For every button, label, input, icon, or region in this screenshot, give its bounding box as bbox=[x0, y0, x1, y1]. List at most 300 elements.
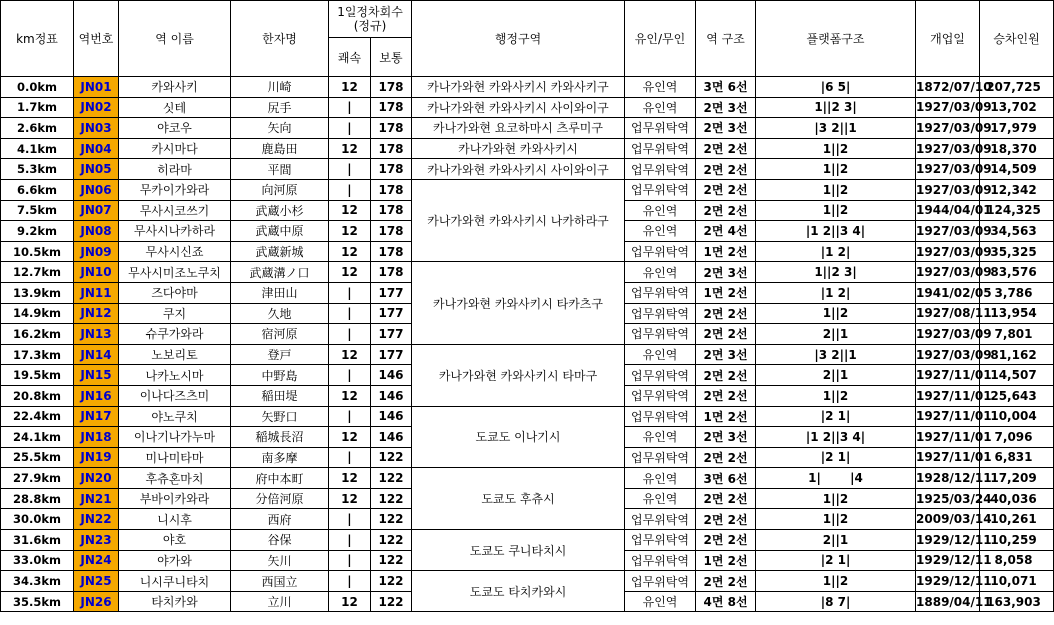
table-row bbox=[1, 118, 1054, 139]
local-stops: 122 bbox=[371, 550, 412, 571]
station-name: 나카노시마 bbox=[119, 365, 231, 386]
station-code: JN07 bbox=[74, 200, 119, 221]
daily-riders: 124,325 bbox=[980, 200, 1054, 221]
station-code: JN24 bbox=[74, 550, 119, 571]
platform-layout: 1||2 bbox=[756, 571, 916, 592]
header-opened: 개업일 bbox=[916, 1, 980, 77]
station-name: 카와사키 bbox=[119, 77, 231, 98]
header-code: 역번호 bbox=[74, 1, 119, 77]
platform-layout: 2||1 bbox=[756, 530, 916, 551]
local-stops: 178 bbox=[371, 179, 412, 200]
rapid-stops: | bbox=[329, 571, 371, 592]
local-stops: 122 bbox=[371, 530, 412, 551]
station-name: 야가와 bbox=[119, 550, 231, 571]
rapid-stops: 12 bbox=[329, 385, 371, 406]
platform-layout: 1| |4 bbox=[756, 468, 916, 489]
platform-layout: 1||2 bbox=[756, 159, 916, 180]
local-stops: 122 bbox=[371, 591, 412, 612]
local-stops: 178 bbox=[371, 241, 412, 262]
opening-date: 1927/11/01 bbox=[916, 406, 980, 427]
station-code: JN23 bbox=[74, 530, 119, 551]
station-km: 9.2km bbox=[1, 221, 74, 242]
table-row bbox=[1, 468, 1054, 489]
station-code: JN19 bbox=[74, 447, 119, 468]
station-km: 12.7km bbox=[1, 262, 74, 283]
station-code: JN02 bbox=[74, 97, 119, 118]
station-km: 10.5km bbox=[1, 241, 74, 262]
platform-layout: |3 2||1 bbox=[756, 344, 916, 365]
staffed-status: 업무위탁역 bbox=[625, 118, 696, 139]
station-name: 니시쿠니타치 bbox=[119, 571, 231, 592]
table-row bbox=[1, 571, 1054, 592]
admin-area: 도쿄도 쿠니타치시 bbox=[412, 530, 625, 571]
station-code: JN15 bbox=[74, 365, 119, 386]
station-structure: 2면 4선 bbox=[696, 221, 756, 242]
header-km: km정표 bbox=[1, 1, 74, 77]
station-kanji: 矢川 bbox=[231, 550, 329, 571]
opening-date: 1927/11/01 bbox=[916, 447, 980, 468]
platform-layout: 2||1 bbox=[756, 324, 916, 345]
admin-area: 도쿄도 후츄시 bbox=[412, 468, 625, 530]
station-code: JN25 bbox=[74, 571, 119, 592]
platform-layout: |1 2||3 4| bbox=[756, 427, 916, 448]
rapid-stops: 12 bbox=[329, 262, 371, 283]
station-km: 33.0km bbox=[1, 550, 74, 571]
station-kanji: 武蔵溝ノ口 bbox=[231, 262, 329, 283]
station-km: 34.3km bbox=[1, 571, 74, 592]
rapid-stops: | bbox=[329, 118, 371, 139]
local-stops: 178 bbox=[371, 221, 412, 242]
station-code: JN12 bbox=[74, 303, 119, 324]
station-kanji: 矢野口 bbox=[231, 406, 329, 427]
platform-layout: |3 2||1 bbox=[756, 118, 916, 139]
station-name: 부바이카와라 bbox=[119, 488, 231, 509]
daily-riders: 13,954 bbox=[980, 303, 1054, 324]
daily-riders: 14,507 bbox=[980, 365, 1054, 386]
rapid-stops: 12 bbox=[329, 200, 371, 221]
daily-riders: 8,058 bbox=[980, 550, 1054, 571]
opening-date: 1927/03/09 bbox=[916, 324, 980, 345]
station-km: 2.6km bbox=[1, 118, 74, 139]
opening-date: 1872/07/10 bbox=[916, 77, 980, 98]
station-kanji: 津田山 bbox=[231, 282, 329, 303]
platform-layout: 1||2 3| bbox=[756, 97, 916, 118]
local-stops: 122 bbox=[371, 509, 412, 530]
rapid-stops: | bbox=[329, 303, 371, 324]
header-rapid: 쾌속 bbox=[329, 38, 371, 77]
platform-layout: 1||2 bbox=[756, 303, 916, 324]
station-km: 14.9km bbox=[1, 303, 74, 324]
daily-riders: 7,096 bbox=[980, 427, 1054, 448]
station-name: 야호 bbox=[119, 530, 231, 551]
admin-area: 카나가와현 카와사키시 bbox=[412, 138, 625, 159]
header-daily-stops: 1일정차회수 (정규) bbox=[329, 1, 412, 38]
station-name: 이나기나가누마 bbox=[119, 427, 231, 448]
station-structure: 2면 2선 bbox=[696, 488, 756, 509]
station-structure: 2면 2선 bbox=[696, 447, 756, 468]
header-platform: 플랫폼구조 bbox=[756, 1, 916, 77]
station-code: JN20 bbox=[74, 468, 119, 489]
daily-riders: 25,643 bbox=[980, 385, 1054, 406]
station-code: JN22 bbox=[74, 509, 119, 530]
local-stops: 177 bbox=[371, 344, 412, 365]
station-structure: 2면 2선 bbox=[696, 365, 756, 386]
admin-area: 카나가와현 카와사키시 사이와이구 bbox=[412, 159, 625, 180]
rapid-stops: 12 bbox=[329, 344, 371, 365]
station-name: 노보리토 bbox=[119, 344, 231, 365]
header-staffed: 유인/무인 bbox=[625, 1, 696, 77]
staffed-status: 업무위탁역 bbox=[625, 365, 696, 386]
opening-date: 1929/12/11 bbox=[916, 530, 980, 551]
station-kanji: 立川 bbox=[231, 591, 329, 612]
staffed-status: 업무위탁역 bbox=[625, 571, 696, 592]
header-kanji: 한자명 bbox=[231, 1, 329, 77]
staffed-status: 유인역 bbox=[625, 221, 696, 242]
table-row bbox=[1, 344, 1054, 365]
station-name: 싯테 bbox=[119, 97, 231, 118]
opening-date: 1925/03/24 bbox=[916, 488, 980, 509]
station-structure: 2면 3선 bbox=[696, 118, 756, 139]
header-name: 역 이름 bbox=[119, 1, 231, 77]
station-name: 히라마 bbox=[119, 159, 231, 180]
opening-date: 1927/03/09 bbox=[916, 97, 980, 118]
station-structure: 2면 2선 bbox=[696, 324, 756, 345]
rapid-stops: | bbox=[329, 179, 371, 200]
platform-layout: 1||2 3| bbox=[756, 262, 916, 283]
local-stops: 177 bbox=[371, 303, 412, 324]
daily-riders: 17,979 bbox=[980, 118, 1054, 139]
staffed-status: 유인역 bbox=[625, 591, 696, 612]
local-stops: 122 bbox=[371, 447, 412, 468]
header-riders: 승차인원 bbox=[980, 1, 1054, 77]
station-code: JN14 bbox=[74, 344, 119, 365]
station-code: JN05 bbox=[74, 159, 119, 180]
rapid-stops: 12 bbox=[329, 241, 371, 262]
staffed-status: 유인역 bbox=[625, 427, 696, 448]
daily-riders: 14,509 bbox=[980, 159, 1054, 180]
station-structure: 2면 2선 bbox=[696, 159, 756, 180]
admin-area: 도쿄도 이나기시 bbox=[412, 406, 625, 468]
station-name: 야노쿠치 bbox=[119, 406, 231, 427]
daily-riders: 34,563 bbox=[980, 221, 1054, 242]
staffed-status: 업무위탁역 bbox=[625, 303, 696, 324]
header-structure: 역 구조 bbox=[696, 1, 756, 77]
station-km: 19.5km bbox=[1, 365, 74, 386]
rapid-stops: | bbox=[329, 97, 371, 118]
admin-area: 카나가와현 요코하마시 츠루미구 bbox=[412, 118, 625, 139]
local-stops: 146 bbox=[371, 385, 412, 406]
daily-riders: 163,903 bbox=[980, 591, 1054, 612]
staffed-status: 업무위탁역 bbox=[625, 385, 696, 406]
platform-layout: |1 2| bbox=[756, 282, 916, 303]
station-structure: 2면 3선 bbox=[696, 344, 756, 365]
daily-riders: 10,259 bbox=[980, 530, 1054, 551]
table-row bbox=[1, 77, 1054, 98]
rapid-stops: 12 bbox=[329, 591, 371, 612]
station-km: 35.5km bbox=[1, 591, 74, 612]
daily-riders: 10,004 bbox=[980, 406, 1054, 427]
staffed-status: 업무위탁역 bbox=[625, 550, 696, 571]
station-name: 무카이가와라 bbox=[119, 179, 231, 200]
opening-date: 1927/03/09 bbox=[916, 241, 980, 262]
rapid-stops: | bbox=[329, 447, 371, 468]
platform-layout: 1||2 bbox=[756, 488, 916, 509]
station-name: 후츄혼마치 bbox=[119, 468, 231, 489]
daily-riders: 83,576 bbox=[980, 262, 1054, 283]
station-structure: 1면 2선 bbox=[696, 241, 756, 262]
rapid-stops: | bbox=[329, 550, 371, 571]
admin-area: 카나가와현 카와사키시 카와사키구 bbox=[412, 77, 625, 98]
daily-riders: 13,702 bbox=[980, 97, 1054, 118]
rapid-stops: | bbox=[329, 159, 371, 180]
station-km: 31.6km bbox=[1, 530, 74, 551]
station-code: JN21 bbox=[74, 488, 119, 509]
table-row bbox=[1, 97, 1054, 118]
local-stops: 122 bbox=[371, 488, 412, 509]
station-structure: 1면 2선 bbox=[696, 282, 756, 303]
station-name: 야코우 bbox=[119, 118, 231, 139]
station-kanji: 登戸 bbox=[231, 344, 329, 365]
station-kanji: 武蔵小杉 bbox=[231, 200, 329, 221]
station-structure: 1면 2선 bbox=[696, 406, 756, 427]
station-km: 25.5km bbox=[1, 447, 74, 468]
station-name: 무사시나카하라 bbox=[119, 221, 231, 242]
platform-layout: 1||2 bbox=[756, 509, 916, 530]
local-stops: 146 bbox=[371, 406, 412, 427]
table-row bbox=[1, 179, 1054, 200]
station-structure: 3면 6선 bbox=[696, 77, 756, 98]
daily-riders: 10,071 bbox=[980, 571, 1054, 592]
station-structure: 2면 2선 bbox=[696, 530, 756, 551]
station-kanji: 鹿島田 bbox=[231, 138, 329, 159]
station-kanji: 武蔵中原 bbox=[231, 221, 329, 242]
station-code: JN17 bbox=[74, 406, 119, 427]
local-stops: 146 bbox=[371, 427, 412, 448]
local-stops: 122 bbox=[371, 571, 412, 592]
rapid-stops: 12 bbox=[329, 488, 371, 509]
station-kanji: 中野島 bbox=[231, 365, 329, 386]
station-km: 22.4km bbox=[1, 406, 74, 427]
daily-riders: 18,370 bbox=[980, 138, 1054, 159]
platform-layout: 2||1 bbox=[756, 365, 916, 386]
station-name: 이나다즈츠미 bbox=[119, 385, 231, 406]
table-row bbox=[1, 159, 1054, 180]
platform-layout: |2 1| bbox=[756, 550, 916, 571]
station-structure: 2면 3선 bbox=[696, 97, 756, 118]
opening-date: 1929/12/11 bbox=[916, 550, 980, 571]
station-structure: 3면 6선 bbox=[696, 468, 756, 489]
table-row bbox=[1, 262, 1054, 283]
admin-area: 카나가와현 카와사키시 타카츠구 bbox=[412, 262, 625, 344]
station-kanji: 武蔵新城 bbox=[231, 241, 329, 262]
station-structure: 2면 2선 bbox=[696, 571, 756, 592]
station-km: 27.9km bbox=[1, 468, 74, 489]
opening-date: 1927/11/01 bbox=[916, 427, 980, 448]
staffed-status: 업무위탁역 bbox=[625, 138, 696, 159]
station-kanji: 府中本町 bbox=[231, 468, 329, 489]
opening-date: 1927/03/09 bbox=[916, 262, 980, 283]
local-stops: 178 bbox=[371, 97, 412, 118]
station-km: 4.1km bbox=[1, 138, 74, 159]
local-stops: 178 bbox=[371, 118, 412, 139]
opening-date: 1927/03/09 bbox=[916, 118, 980, 139]
rapid-stops: 12 bbox=[329, 427, 371, 448]
station-structure: 4면 8선 bbox=[696, 591, 756, 612]
station-code: JN03 bbox=[74, 118, 119, 139]
station-km: 24.1km bbox=[1, 427, 74, 448]
platform-layout: 1||2 bbox=[756, 200, 916, 221]
station-kanji: 西国立 bbox=[231, 571, 329, 592]
daily-riders: 7,801 bbox=[980, 324, 1054, 345]
station-km: 7.5km bbox=[1, 200, 74, 221]
opening-date: 2009/03/14 bbox=[916, 509, 980, 530]
platform-layout: |2 1| bbox=[756, 406, 916, 427]
admin-area: 도쿄도 타치카와시 bbox=[412, 571, 625, 612]
local-stops: 177 bbox=[371, 324, 412, 345]
station-name: 무사시미조노쿠치 bbox=[119, 262, 231, 283]
station-kanji: 尻手 bbox=[231, 97, 329, 118]
station-structure: 2면 2선 bbox=[696, 138, 756, 159]
staffed-status: 업무위탁역 bbox=[625, 179, 696, 200]
table-row bbox=[1, 138, 1054, 159]
station-km: 6.6km bbox=[1, 179, 74, 200]
staffed-status: 업무위탁역 bbox=[625, 406, 696, 427]
station-name: 무사시신죠 bbox=[119, 241, 231, 262]
staffed-status: 유인역 bbox=[625, 262, 696, 283]
staffed-status: 유인역 bbox=[625, 97, 696, 118]
rapid-stops: | bbox=[329, 282, 371, 303]
station-structure: 2면 2선 bbox=[696, 509, 756, 530]
station-code: JN04 bbox=[74, 138, 119, 159]
daily-riders: 40,036 bbox=[980, 488, 1054, 509]
daily-riders: 17,209 bbox=[980, 468, 1054, 489]
staffed-status: 유인역 bbox=[625, 468, 696, 489]
station-code: JN13 bbox=[74, 324, 119, 345]
station-kanji: 稲城長沼 bbox=[231, 427, 329, 448]
platform-layout: 1||2 bbox=[756, 138, 916, 159]
opening-date: 1927/03/09 bbox=[916, 221, 980, 242]
staffed-status: 업무위탁역 bbox=[625, 509, 696, 530]
station-code: JN06 bbox=[74, 179, 119, 200]
station-code: JN18 bbox=[74, 427, 119, 448]
rapid-stops: | bbox=[329, 406, 371, 427]
station-km: 28.8km bbox=[1, 488, 74, 509]
station-code: JN08 bbox=[74, 221, 119, 242]
station-kanji: 谷保 bbox=[231, 530, 329, 551]
station-name: 미나미타마 bbox=[119, 447, 231, 468]
station-structure: 2면 2선 bbox=[696, 385, 756, 406]
admin-area: 카나가와현 카와사키시 사이와이구 bbox=[412, 97, 625, 118]
station-kanji: 久地 bbox=[231, 303, 329, 324]
staffed-status: 유인역 bbox=[625, 488, 696, 509]
local-stops: 178 bbox=[371, 262, 412, 283]
staffed-status: 업무위탁역 bbox=[625, 530, 696, 551]
rapid-stops: | bbox=[329, 365, 371, 386]
station-km: 20.8km bbox=[1, 385, 74, 406]
station-kanji: 南多摩 bbox=[231, 447, 329, 468]
header-local: 보통 bbox=[371, 38, 412, 77]
local-stops: 146 bbox=[371, 365, 412, 386]
opening-date: 1928/12/11 bbox=[916, 468, 980, 489]
station-code: JN01 bbox=[74, 77, 119, 98]
station-kanji: 川崎 bbox=[231, 77, 329, 98]
station-code: JN10 bbox=[74, 262, 119, 283]
rapid-stops: 12 bbox=[329, 221, 371, 242]
opening-date: 1927/11/01 bbox=[916, 385, 980, 406]
station-name: 슈쿠가와라 bbox=[119, 324, 231, 345]
platform-layout: |8 7| bbox=[756, 591, 916, 612]
staffed-status: 업무위탁역 bbox=[625, 282, 696, 303]
opening-date: 1889/04/11 bbox=[916, 591, 980, 612]
station-name: 카시마다 bbox=[119, 138, 231, 159]
local-stops: 177 bbox=[371, 282, 412, 303]
station-kanji: 西府 bbox=[231, 509, 329, 530]
station-km: 13.9km bbox=[1, 282, 74, 303]
station-code: JN11 bbox=[74, 282, 119, 303]
rapid-stops: 12 bbox=[329, 138, 371, 159]
platform-layout: |1 2| bbox=[756, 241, 916, 262]
station-structure: 2면 3선 bbox=[696, 427, 756, 448]
rapid-stops: 12 bbox=[329, 77, 371, 98]
station-structure: 1면 2선 bbox=[696, 550, 756, 571]
table-row bbox=[1, 530, 1054, 551]
daily-riders: 35,325 bbox=[980, 241, 1054, 262]
table-row bbox=[1, 406, 1054, 427]
station-structure: 2면 2선 bbox=[696, 200, 756, 221]
platform-layout: |6 5| bbox=[756, 77, 916, 98]
station-km: 30.0km bbox=[1, 509, 74, 530]
rapid-stops: 12 bbox=[329, 468, 371, 489]
staffed-status: 유인역 bbox=[625, 344, 696, 365]
staffed-status: 업무위탁역 bbox=[625, 159, 696, 180]
opening-date: 1944/04/01 bbox=[916, 200, 980, 221]
opening-date: 1927/11/01 bbox=[916, 365, 980, 386]
station-name: 쿠지 bbox=[119, 303, 231, 324]
station-km: 5.3km bbox=[1, 159, 74, 180]
staffed-status: 업무위탁역 bbox=[625, 447, 696, 468]
station-kanji: 向河原 bbox=[231, 179, 329, 200]
daily-riders: 10,261 bbox=[980, 509, 1054, 530]
station-km: 17.3km bbox=[1, 344, 74, 365]
station-kanji: 矢向 bbox=[231, 118, 329, 139]
rapid-stops: | bbox=[329, 530, 371, 551]
rapid-stops: | bbox=[329, 509, 371, 530]
staffed-status: 업무위탁역 bbox=[625, 324, 696, 345]
station-name: 무사시코쓰기 bbox=[119, 200, 231, 221]
daily-riders: 207,725 bbox=[980, 77, 1054, 98]
station-name: 니시후 bbox=[119, 509, 231, 530]
station-km: 16.2km bbox=[1, 324, 74, 345]
opening-date: 1927/03/09 bbox=[916, 159, 980, 180]
daily-riders: 81,162 bbox=[980, 344, 1054, 365]
daily-riders: 12,342 bbox=[980, 179, 1054, 200]
daily-riders: 3,786 bbox=[980, 282, 1054, 303]
station-structure: 2면 2선 bbox=[696, 179, 756, 200]
local-stops: 178 bbox=[371, 200, 412, 221]
staffed-status: 업무위탁역 bbox=[625, 241, 696, 262]
staffed-status: 유인역 bbox=[625, 77, 696, 98]
station-kanji: 分倍河原 bbox=[231, 488, 329, 509]
station-kanji: 平間 bbox=[231, 159, 329, 180]
platform-layout: |1 2||3 4| bbox=[756, 221, 916, 242]
header-admin: 행정구역 bbox=[412, 1, 625, 77]
station-code: JN26 bbox=[74, 591, 119, 612]
station-name: 즈다야마 bbox=[119, 282, 231, 303]
opening-date: 1927/03/09 bbox=[916, 138, 980, 159]
opening-date: 1941/02/05 bbox=[916, 282, 980, 303]
admin-area: 카나가와현 카와사키시 나카하라구 bbox=[412, 179, 625, 261]
rapid-stops: | bbox=[329, 324, 371, 345]
